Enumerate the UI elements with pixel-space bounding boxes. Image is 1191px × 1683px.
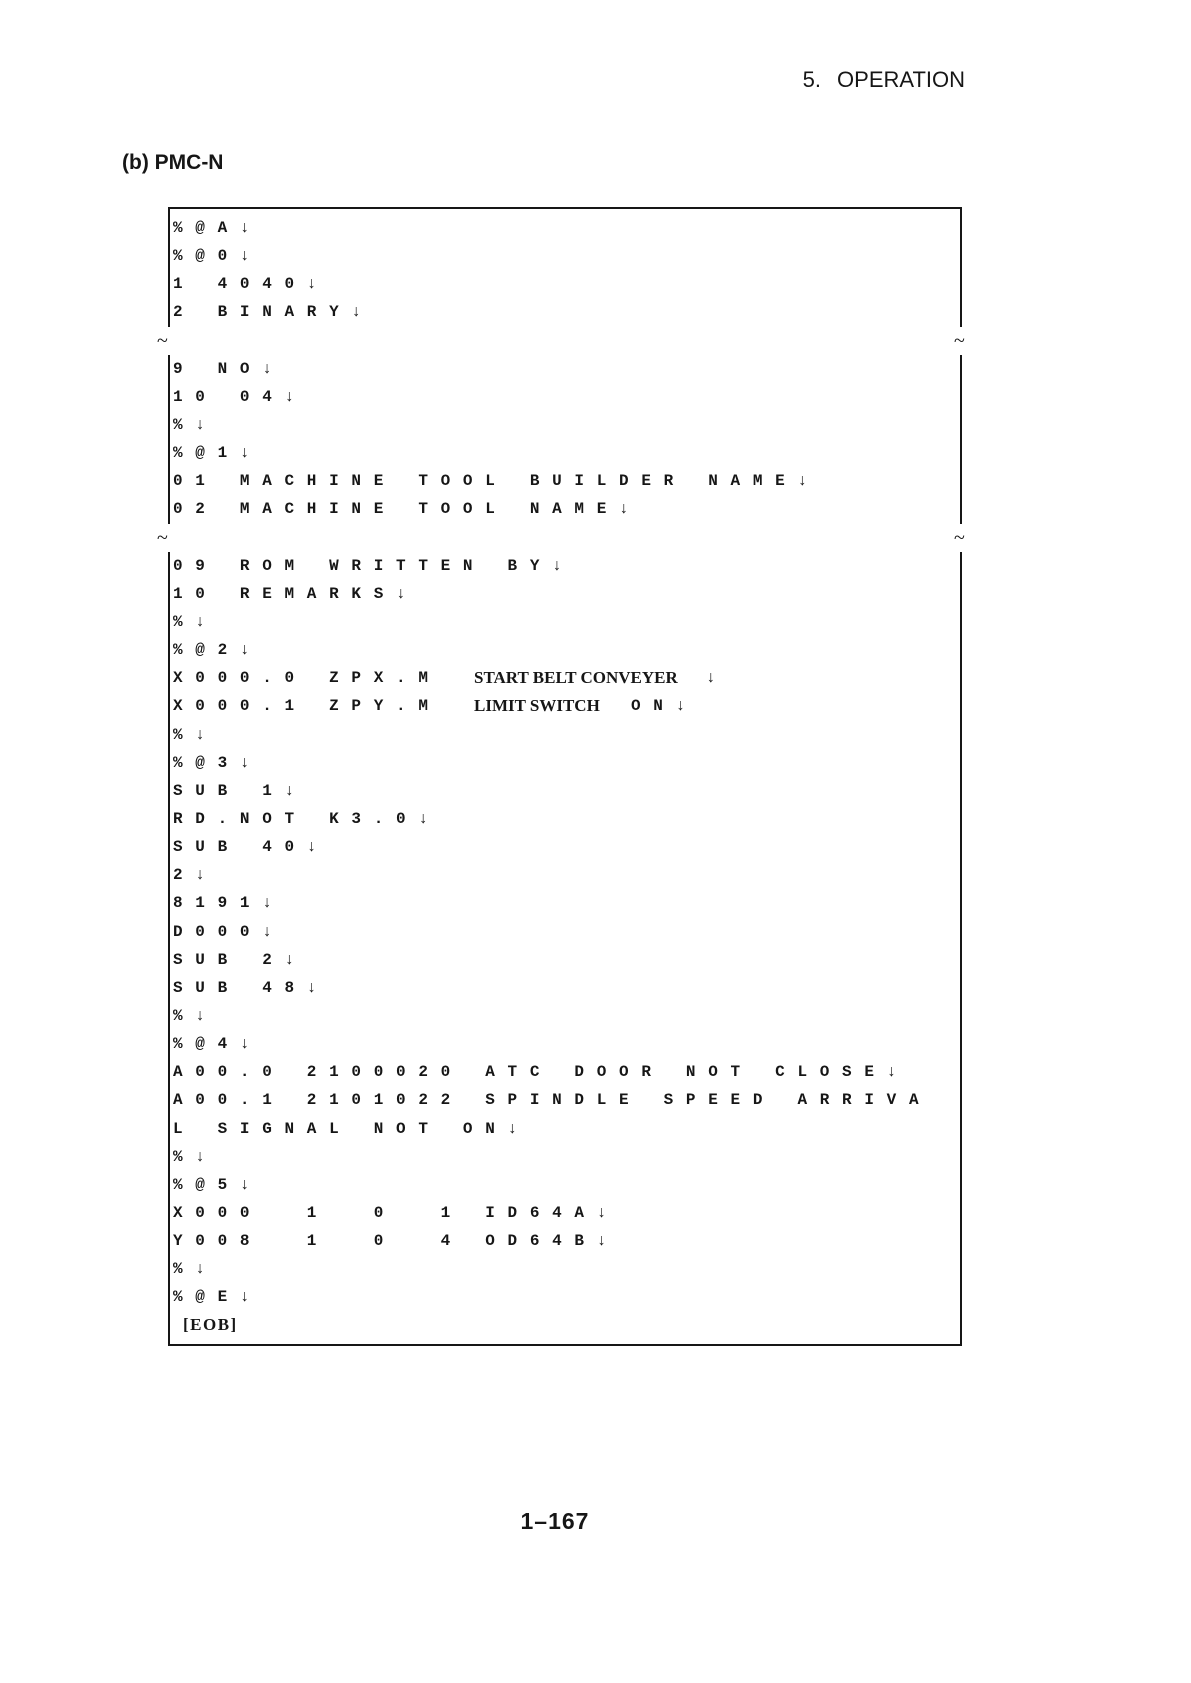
- signal-comment: START BELT CONVEYER: [474, 668, 678, 688]
- listing-line: %@5↓: [173, 1175, 263, 1194]
- listing-break: [157, 524, 965, 552]
- listing-line: SUB 48↓: [173, 978, 330, 997]
- listing-line: 2↓: [173, 866, 218, 885]
- section-header: 5. OPERATION: [802, 67, 965, 92]
- listing-line: SUB 2↓: [173, 950, 307, 969]
- listing-line: [173, 692, 953, 720]
- break-mark-left: ~: [157, 329, 168, 352]
- listing-line: %@1↓: [173, 444, 263, 463]
- end-of-block-marker: [EOB]: [183, 1315, 238, 1335]
- listing-line: %@4↓: [173, 1035, 263, 1054]
- comment-tail: ON↓: [631, 697, 698, 716]
- listing-line: [173, 1311, 953, 1339]
- listing-line: SUB 1↓: [173, 781, 307, 800]
- listing-line: D000↓: [173, 922, 285, 941]
- signal-comment: LIMIT SWITCH: [474, 696, 600, 716]
- listing-line: 02 MACHINE TOOL NAME↓: [173, 500, 642, 519]
- listing-line: A00.0 2100020 ATC DOOR NOT CLOSE↓: [173, 1063, 909, 1082]
- listing-line: 10 REMARKS↓: [173, 584, 419, 603]
- listing-line: %@3↓: [173, 753, 263, 772]
- listing-line: 10 04↓: [173, 387, 307, 406]
- listing-line: %@A↓: [173, 219, 263, 237]
- listing-line: 09 ROM WRITTEN BY↓: [173, 556, 575, 575]
- listing-break: [157, 327, 965, 355]
- listing-line: %↓: [173, 415, 218, 434]
- listing-line: 8191↓: [173, 894, 285, 913]
- listing-line: RD.NOT K3.0↓: [173, 809, 441, 828]
- listing-line: A00.1 2101022 SPINDLE SPEED ARRIVA: [173, 1091, 932, 1110]
- subheading: (b) PMC-N: [122, 151, 224, 174]
- listing-line: X000 1 0 1 ID64A↓: [173, 1203, 620, 1222]
- break-mark-right: ~: [954, 526, 965, 549]
- listing-line: %@0↓: [173, 247, 263, 266]
- pmc-data-listing: [157, 214, 965, 1340]
- listing-line: 01 MACHINE TOOL BUILDER NAME↓: [173, 472, 820, 491]
- listing-line: Y008 1 0 4 OD64B↓: [173, 1232, 620, 1251]
- listing-line: %↓: [173, 1147, 218, 1166]
- break-mark-left: ~: [157, 526, 168, 549]
- listing-line: SUB 40↓: [173, 838, 330, 857]
- line-end-mark: ↓: [706, 669, 729, 688]
- signal-address-symbol: X000.1 ZPY.M: [173, 697, 441, 716]
- listing-line: %↓: [173, 1006, 218, 1025]
- signal-address-symbol: X000.0 ZPX.M: [173, 669, 441, 688]
- listing-line: 2 BINARY↓: [173, 303, 374, 322]
- listing-line: %@2↓: [173, 641, 263, 660]
- listing-line: L SIGNAL NOT ON↓: [173, 1119, 530, 1138]
- break-mark-right: ~: [954, 329, 965, 352]
- listing-line: 1 4040↓: [173, 275, 330, 294]
- listing-line: [173, 664, 953, 692]
- listing-line: %↓: [173, 1260, 218, 1279]
- page-number: 1–167: [520, 1508, 590, 1534]
- listing-line: 9 NO↓: [173, 359, 285, 378]
- listing-line: %↓: [173, 725, 218, 744]
- listing-line: %↓: [173, 612, 218, 631]
- listing-line: %@E↓: [173, 1288, 263, 1307]
